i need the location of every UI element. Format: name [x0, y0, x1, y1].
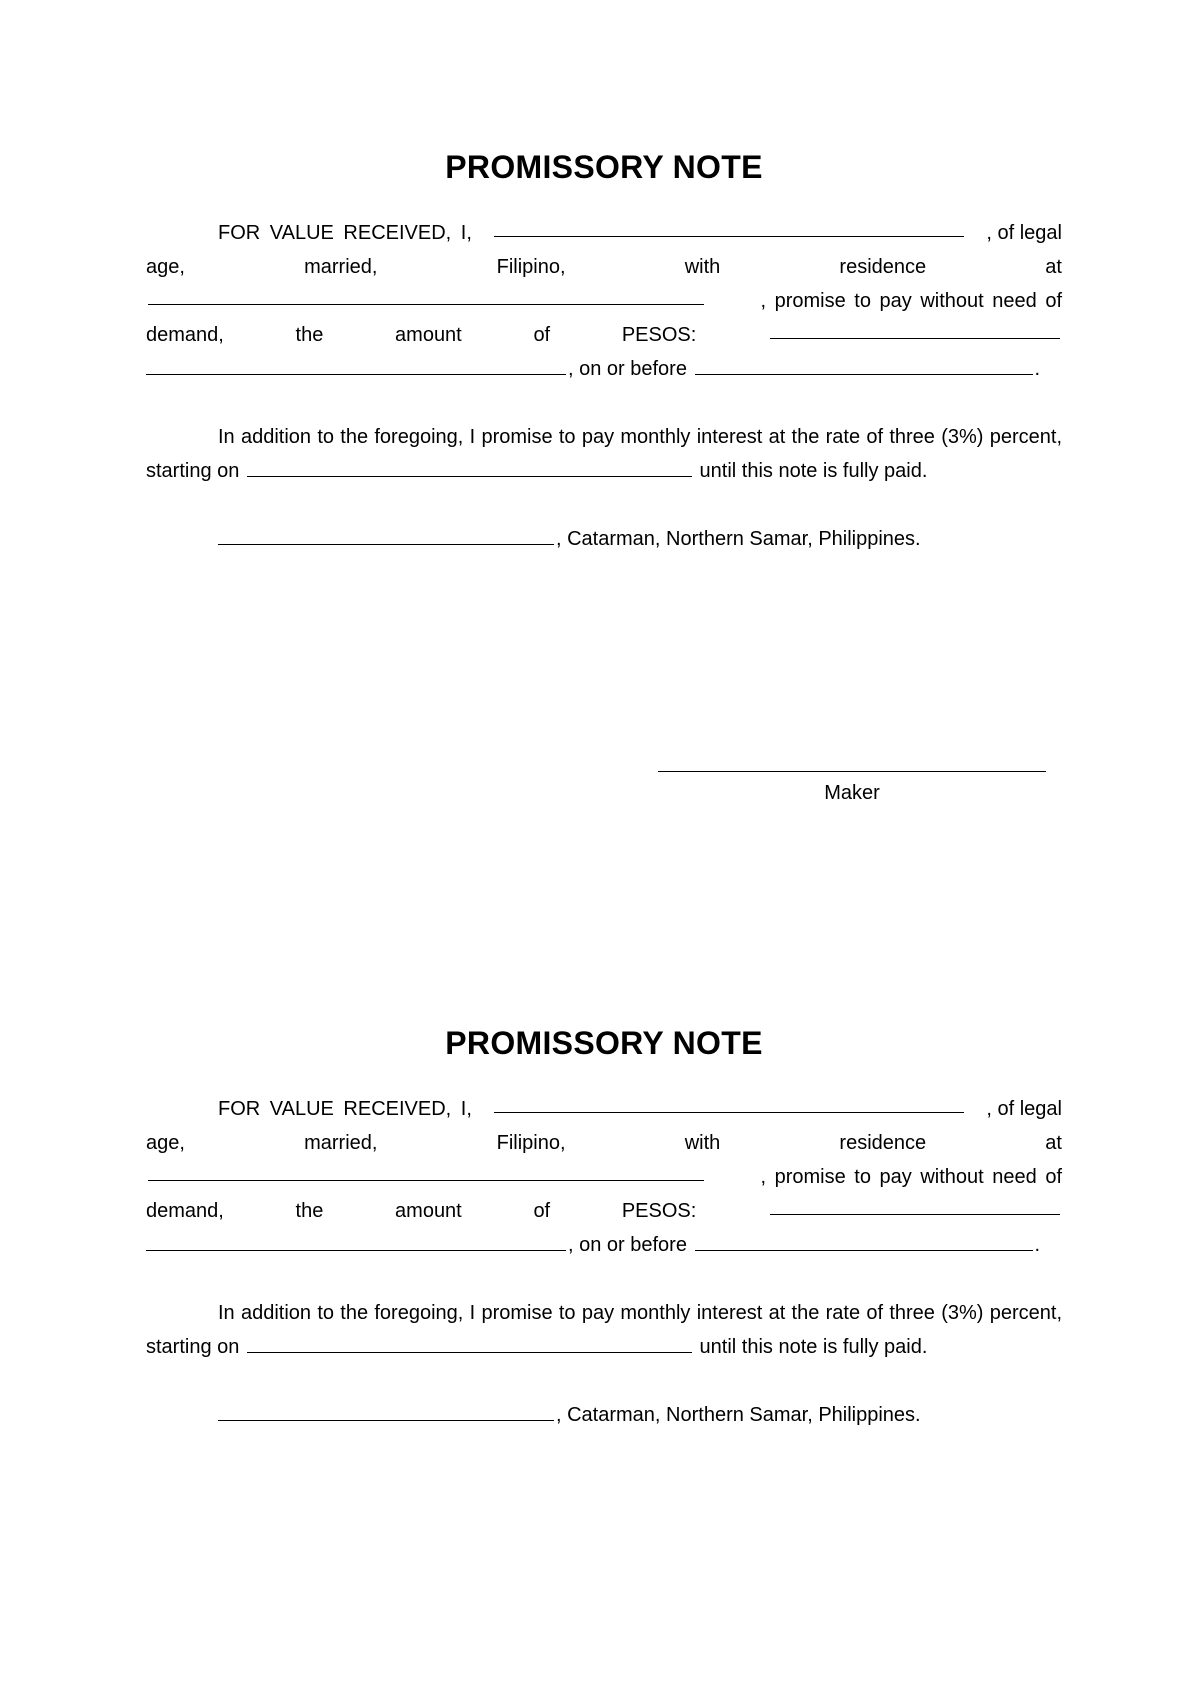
borrower-name-blank[interactable]: [494, 1092, 964, 1113]
place-line: [146, 522, 1062, 556]
of-legal-text: , of legal: [986, 222, 1062, 245]
promissory-note-1: [146, 148, 1062, 556]
pesos-amount-blank[interactable]: [770, 318, 1060, 339]
residence-blank[interactable]: [148, 284, 704, 305]
word: age,: [146, 256, 185, 279]
word: at: [1045, 256, 1062, 279]
word: residence: [839, 1132, 927, 1155]
interest-paragraph: [146, 1296, 1062, 1364]
principal-paragraph: [146, 1092, 1062, 1262]
residence-blank[interactable]: [148, 1160, 704, 1181]
due-date-blank[interactable]: [695, 1230, 1033, 1251]
note-title: PROMISSORY NOTE: [445, 149, 763, 185]
word: the: [295, 1200, 324, 1223]
word: PESOS:: [621, 324, 697, 347]
word: married,: [304, 256, 378, 279]
amount-in-words-blank[interactable]: [146, 354, 566, 375]
start-date-blank[interactable]: [247, 1332, 692, 1353]
amount-in-words-blank[interactable]: [146, 1230, 566, 1251]
start-date-blank[interactable]: [247, 456, 692, 477]
promise-text: , promise to pay without need of: [760, 290, 1062, 313]
date-blank[interactable]: [218, 1400, 554, 1421]
maker-label: Maker: [824, 782, 880, 804]
interest-text: In addition to the foregoing, I promise to pay monthly interest at the rate of three (3%) percent, starting on: [146, 426, 1062, 483]
word: of: [533, 324, 551, 347]
borrower-name-blank[interactable]: [494, 216, 964, 237]
until-paid-text: until this note is fully paid.: [699, 1336, 928, 1359]
word: amount: [395, 1200, 462, 1223]
place-text: , Catarman, Northern Samar, Philippines.: [556, 528, 921, 551]
word: demand,: [146, 324, 224, 347]
word: PESOS:: [621, 1200, 697, 1223]
until-paid-text: until this note is fully paid.: [699, 460, 928, 483]
word: married,: [304, 1132, 378, 1155]
period: .: [1034, 1234, 1041, 1257]
on-or-before-text: , on or before: [568, 1234, 687, 1257]
word: amount: [395, 324, 462, 347]
word: demand,: [146, 1200, 224, 1223]
pesos-amount-blank[interactable]: [770, 1194, 1060, 1215]
promissory-note-2: [146, 1024, 1062, 1432]
principal-paragraph: [146, 216, 1062, 386]
place-text: , Catarman, Northern Samar, Philippines.: [556, 1404, 921, 1427]
for-value-text: FOR VALUE RECEIVED, I,: [218, 222, 472, 245]
promise-text: , promise to pay without need of: [760, 1166, 1062, 1189]
period: .: [1034, 358, 1041, 381]
word: residence: [839, 256, 927, 279]
date-blank[interactable]: [218, 524, 554, 545]
of-legal-text: , of legal: [986, 1098, 1062, 1121]
due-date-blank[interactable]: [695, 354, 1033, 375]
word: the: [295, 324, 324, 347]
word: Filipino,: [496, 256, 566, 279]
word: age,: [146, 1132, 185, 1155]
for-value-text: FOR VALUE RECEIVED, I,: [218, 1098, 472, 1121]
word: with: [684, 1132, 721, 1155]
place-line: [146, 1398, 1062, 1432]
on-or-before-text: , on or before: [568, 358, 687, 381]
word: Filipino,: [496, 1132, 566, 1155]
interest-paragraph: [146, 420, 1062, 488]
word: of: [533, 1200, 551, 1223]
interest-text: In addition to the foregoing, I promise to pay monthly interest at the rate of three (3%) percent, starting on: [146, 1302, 1062, 1359]
word: at: [1045, 1132, 1062, 1155]
word: with: [684, 256, 721, 279]
note-title: PROMISSORY NOTE: [445, 1025, 763, 1061]
signature-line[interactable]: [658, 771, 1046, 772]
